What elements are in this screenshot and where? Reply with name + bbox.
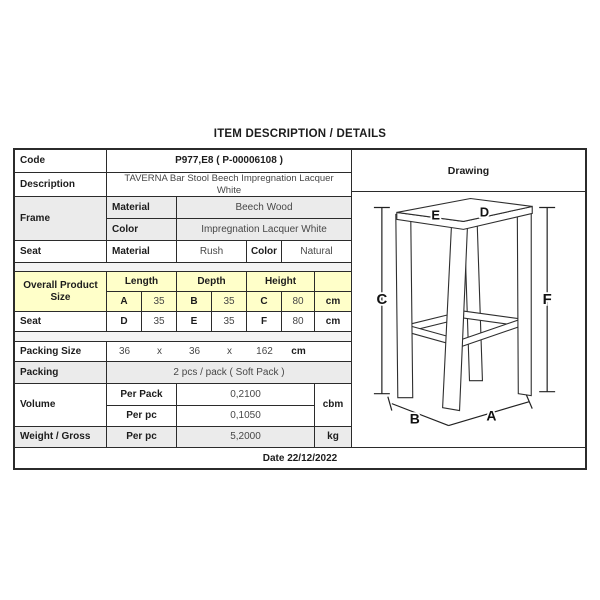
seat-material-value: Rush xyxy=(177,241,247,263)
dim-a-label: A xyxy=(107,292,142,312)
frame-material-label: Material xyxy=(107,197,177,219)
description-label: Description xyxy=(15,173,107,197)
seat-label: Seat xyxy=(15,241,107,263)
volume-per-pack-value: 0,2100 xyxy=(177,384,315,406)
volume-label: Volume xyxy=(15,384,107,427)
packing-label: Packing xyxy=(15,362,107,384)
dim-letter-b: B xyxy=(409,410,420,427)
stool-drawing xyxy=(352,192,585,442)
weight-per-pc-value: 5,2000 xyxy=(177,427,315,448)
date-row xyxy=(15,448,585,468)
drawing-panel xyxy=(352,150,585,448)
frame-color-value: Impregnation Lacquer White xyxy=(177,219,352,241)
dim-c-label: C xyxy=(247,292,282,312)
frame-material-value: Beech Wood xyxy=(177,197,352,219)
packing-size-row xyxy=(15,342,352,362)
dim-e-value: 35 xyxy=(212,312,247,332)
volume-per-pack-label: Per Pack xyxy=(107,384,177,406)
dim-f-value: 80 xyxy=(282,312,315,332)
dim-letter-e: E xyxy=(431,207,440,223)
seat-size-row xyxy=(15,312,352,332)
code-label: Code xyxy=(15,150,107,173)
item-table xyxy=(13,148,587,470)
dim-letter-a: A xyxy=(486,407,497,424)
packing-size-d: 36 xyxy=(177,342,212,362)
dim-b-value: 35 xyxy=(212,292,247,312)
dim-a-value: 35 xyxy=(142,292,177,312)
packing-size-w: 36 xyxy=(107,342,142,362)
overall-size-row xyxy=(15,272,352,312)
weight-row xyxy=(15,427,352,448)
weight-label: Weight / Gross xyxy=(15,427,107,448)
dim-d-label: D xyxy=(107,312,142,332)
code-value: P977,E8 ( P-00006108 ) xyxy=(107,150,352,173)
packing-row xyxy=(15,362,352,384)
unit-header-cell xyxy=(315,272,352,292)
depth-header: Depth xyxy=(177,272,247,292)
overall-unit: cm xyxy=(315,292,352,312)
dim-letter-d: D xyxy=(479,204,490,220)
volume-per-pc-value: 0,1050 xyxy=(177,406,315,427)
dim-b-label: B xyxy=(177,292,212,312)
overall-size-label: Overall Product Size xyxy=(15,272,107,312)
packing-value: 2 pcs / pack ( Soft Pack ) xyxy=(107,362,352,384)
seat-color-value: Natural xyxy=(282,241,352,263)
dim-e-label: E xyxy=(177,312,212,332)
dim-f-label: F xyxy=(247,312,282,332)
seat-color-label: Color xyxy=(247,241,282,263)
frame-row xyxy=(15,197,352,241)
packing-size-x1: x xyxy=(142,342,177,362)
seat-material-label: Material xyxy=(107,241,177,263)
dim-letter-c: C xyxy=(376,291,388,309)
volume-per-pc-label: Per pc xyxy=(107,406,177,427)
packing-size-unit: cm xyxy=(282,342,315,362)
packing-size-x2: x xyxy=(212,342,247,362)
height-header: Height xyxy=(247,272,315,292)
length-header: Length xyxy=(107,272,177,292)
dim-d-value: 35 xyxy=(142,312,177,332)
description-value: TAVERNA Bar Stool Beech Impregnation Lacquer White xyxy=(107,173,352,197)
separator-row xyxy=(15,332,352,342)
weight-unit: kg xyxy=(315,427,352,448)
drawing-area xyxy=(352,192,585,447)
separator-row xyxy=(15,263,352,272)
seat-size-label: Seat xyxy=(15,312,107,332)
dim-letter-f: F xyxy=(542,291,552,309)
drawing-header: Drawing xyxy=(352,150,585,192)
packing-size-h: 162 xyxy=(247,342,282,362)
code-row xyxy=(15,150,352,173)
volume-unit: cbm xyxy=(315,384,352,427)
seat-row xyxy=(15,241,352,263)
spec-table-left xyxy=(15,150,352,448)
volume-row xyxy=(15,384,352,427)
description-row xyxy=(15,173,352,197)
weight-per-pc-label: Per pc xyxy=(107,427,177,448)
dim-c-value: 80 xyxy=(282,292,315,312)
page-title: ITEM DESCRIPTION / DETAILS xyxy=(213,128,387,140)
packing-size-empty xyxy=(315,342,352,362)
packing-size-label: Packing Size xyxy=(15,342,107,362)
date-value: Date 22/12/2022 xyxy=(262,452,338,464)
frame-label: Frame xyxy=(15,197,107,241)
seat-size-unit: cm xyxy=(315,312,352,332)
frame-color-label: Color xyxy=(107,219,177,241)
